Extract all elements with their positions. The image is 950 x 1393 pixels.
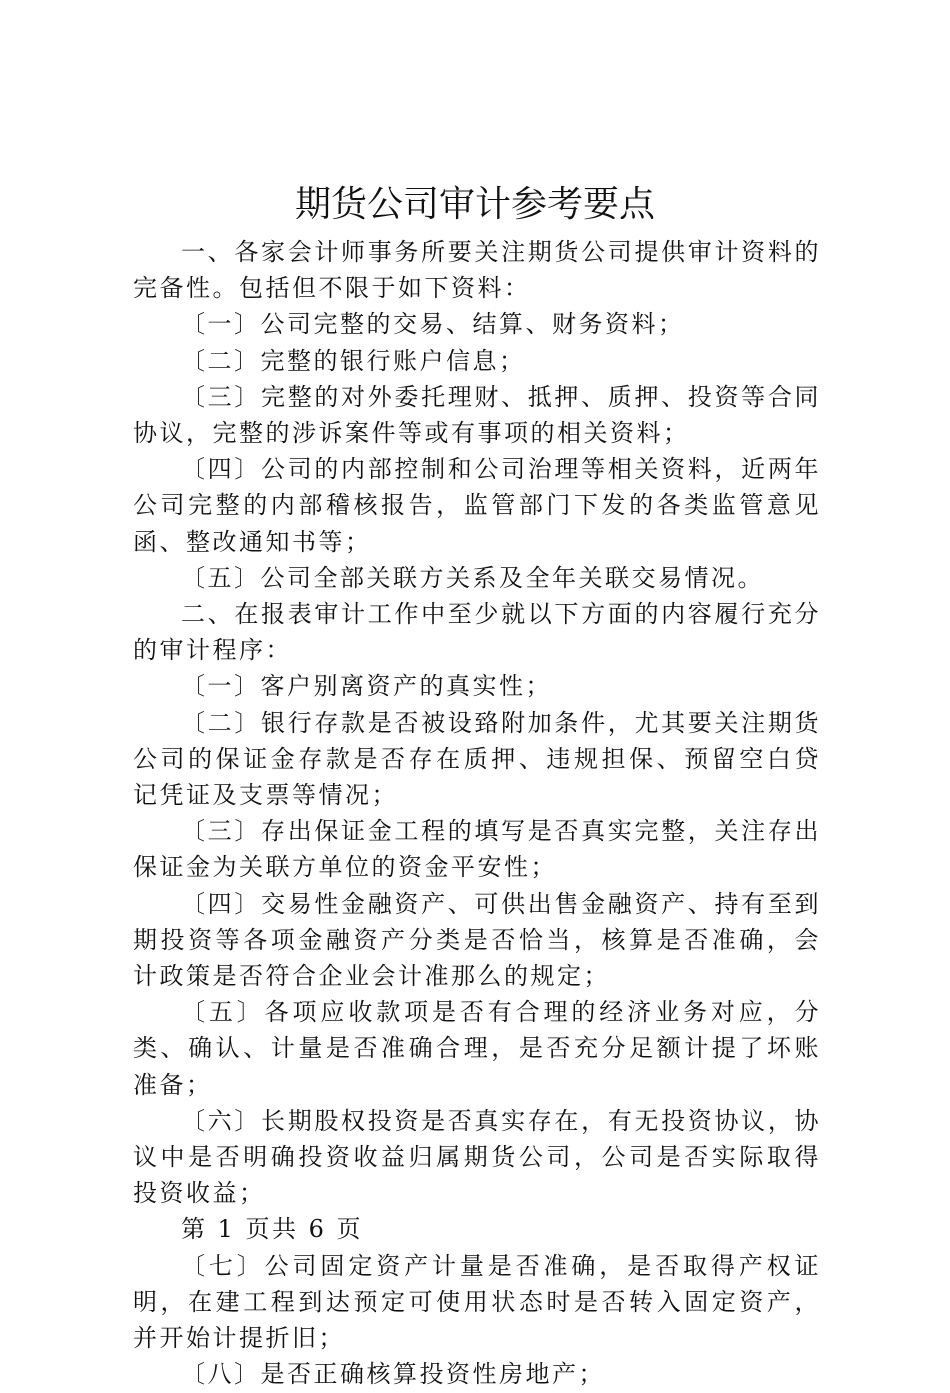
paragraph-10: 〔三〕存出保证金工程的填写是否真实完整，关注存出保证金为关联方单位的资金平安性； [133,817,821,882]
paragraph-3: 〔二〕完整的银行账户信息； [181,346,526,375]
paragraph-15: 〔八〕是否正确核算投资性房地产； [181,1360,605,1389]
page-footer: 第 1 页共 6 页 [181,1215,364,1244]
paragraph-14: 〔七〕公司固定资产计量是否准确，是否取得产权证明，在建工程到达预定可使用状态时是否转入固定资产，并开始计提折旧； [133,1251,821,1353]
paragraph-12: 〔五〕各项应收款项是否有合理的经济业务对应，分类、确认、计量是否准确合理，是否充分足额计提了坏账准备； [133,998,821,1099]
paragraph-1: 一、各家会计师事务所要关注期货公司提供审计资料的完备性。包括但不限于如下资料： [133,238,821,303]
paragraph-6: 〔五〕公司全部关联方关系及全年关联交易情况。 [181,563,764,592]
paragraph-5: 〔四〕公司的内部控制和公司治理等相关资料，近两年公司完整的内部稽核报告，监管部门下发的各类监管意见函、整改通知书等； [133,455,821,556]
paragraph-9: 〔二〕银行存款是否被设臵附加条件，尤其要关注期货公司的保证金存款是否存在质押、违规担保、预留空白贷记凭证及支票等情况； [133,708,821,810]
paragraph-2: 〔一〕公司完整的交易、结算、财务资料； [181,310,685,339]
paragraph-11: 〔四〕交易性金融资产、可供出售金融资产、持有至到期投资等各项金融资产分类是否恰当，核算是否准确，会计政策是否符合企业会计准那么的规定； [133,889,821,991]
paragraph-7: 二、在报表审计工作中至少就以下方面的内容履行充分的审计程序： [133,600,821,665]
paragraph-13: 〔六〕长期股权投资是否真实存在，有无投资协议，协议中是否明确投资收益归属期货公司，公司是否实际取得投资收益； [133,1106,821,1208]
document-body [133,234,821,1393]
document-title: 期货公司审计参考要点 [294,184,655,225]
paragraph-8: 〔一〕客户别离资产的真实性； [181,672,552,701]
paragraph-4: 〔三〕完整的对外委托理财、抵押、质押、投资等合同协议，完整的涉诉案件等或有事项的相关资料； [133,382,821,448]
